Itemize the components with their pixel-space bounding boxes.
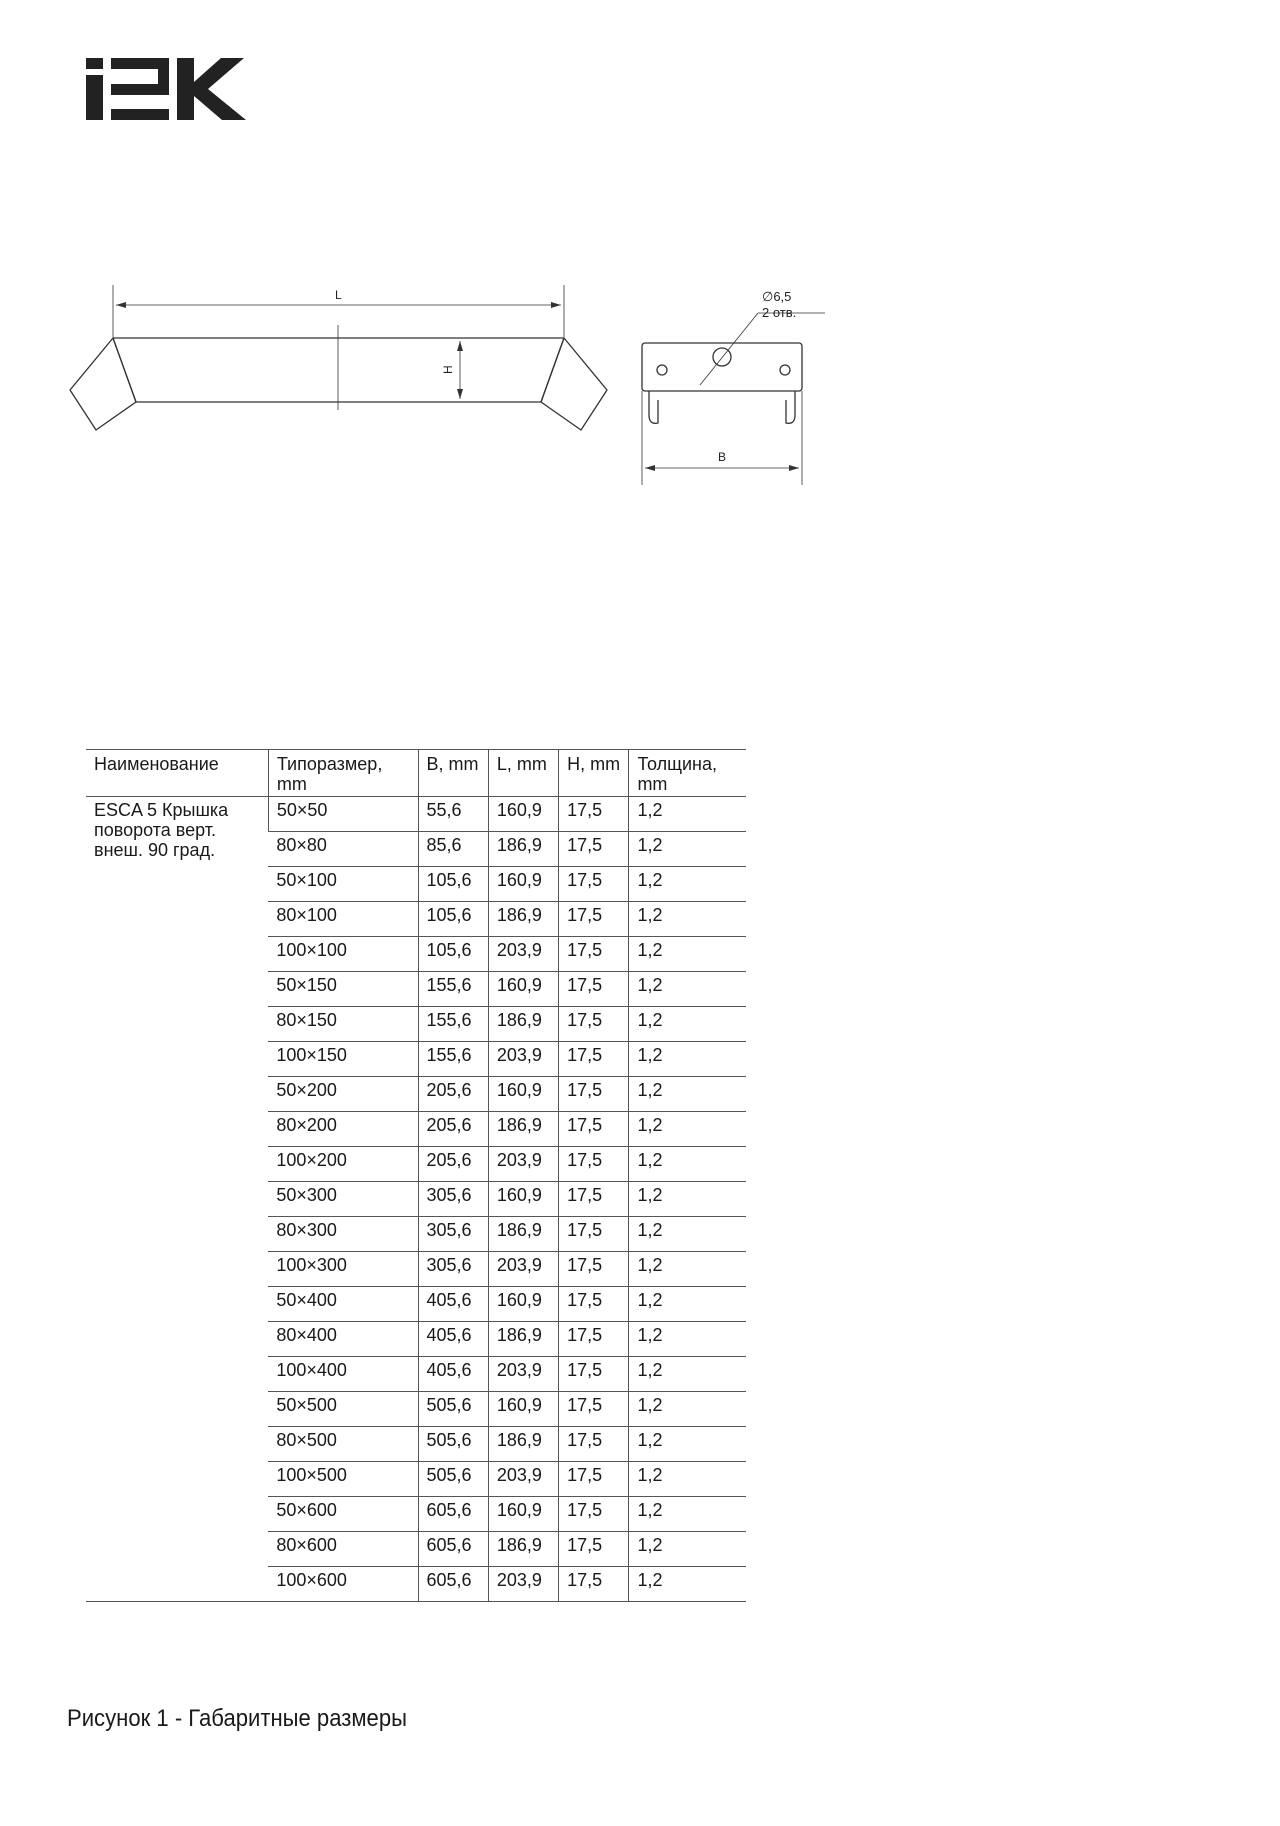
cell-size: 80×500 — [268, 1427, 418, 1462]
cell-b: 305,6 — [418, 1217, 488, 1252]
cell-thickness: 1,2 — [629, 1182, 746, 1217]
cell-l: 186,9 — [488, 1007, 558, 1042]
cell-size: 50×600 — [268, 1497, 418, 1532]
cell-thickness: 1,2 — [629, 902, 746, 937]
cell-b: 105,6 — [418, 867, 488, 902]
cell-h: 17,5 — [559, 1252, 629, 1287]
cell-h: 17,5 — [559, 937, 629, 972]
cell-size: 80×200 — [268, 1112, 418, 1147]
table-body — [86, 797, 746, 1602]
cell-size: 100×400 — [268, 1357, 418, 1392]
header-name: Наименование — [86, 750, 268, 797]
cell-l: 160,9 — [488, 1077, 558, 1112]
cell-b: 605,6 — [418, 1497, 488, 1532]
cell-size: 50×200 — [268, 1077, 418, 1112]
cell-size: 50×500 — [268, 1392, 418, 1427]
cell-l: 203,9 — [488, 1147, 558, 1182]
hole-diameter-label: ∅6,5 — [762, 289, 792, 304]
label-l: L — [335, 288, 342, 302]
table-row — [86, 797, 746, 832]
cell-l: 186,9 — [488, 1427, 558, 1462]
cell-b: 605,6 — [418, 1567, 488, 1602]
cell-b: 85,6 — [418, 832, 488, 867]
cell-h: 17,5 — [559, 902, 629, 937]
cell-l: 203,9 — [488, 1567, 558, 1602]
cell-l: 160,9 — [488, 867, 558, 902]
cell-thickness: 1,2 — [629, 1147, 746, 1182]
cell-thickness: 1,2 — [629, 867, 746, 902]
cell-thickness: 1,2 — [629, 1392, 746, 1427]
cell-b: 205,6 — [418, 1077, 488, 1112]
cell-h: 17,5 — [559, 1322, 629, 1357]
cell-b: 205,6 — [418, 1112, 488, 1147]
hole-count-label: 2 отв. — [762, 305, 797, 320]
cell-l: 186,9 — [488, 902, 558, 937]
cell-b: 105,6 — [418, 902, 488, 937]
header-b: B, mm — [418, 750, 488, 797]
label-h: H — [441, 365, 455, 374]
cell-h: 17,5 — [559, 1287, 629, 1322]
cell-thickness: 1,2 — [629, 1252, 746, 1287]
cell-l: 203,9 — [488, 1252, 558, 1287]
cell-b: 405,6 — [418, 1287, 488, 1322]
header-l: L, mm — [488, 750, 558, 797]
cell-b: 155,6 — [418, 1007, 488, 1042]
cell-l: 203,9 — [488, 937, 558, 972]
cell-h: 17,5 — [559, 1112, 629, 1147]
cell-size: 80×80 — [268, 832, 418, 867]
cell-b: 405,6 — [418, 1357, 488, 1392]
cell-thickness: 1,2 — [629, 1462, 746, 1497]
cell-size: 50×300 — [268, 1182, 418, 1217]
cell-size: 80×600 — [268, 1532, 418, 1567]
cell-h: 17,5 — [559, 1077, 629, 1112]
cell-size: 100×500 — [268, 1462, 418, 1497]
cell-thickness: 1,2 — [629, 1217, 746, 1252]
cell-l: 160,9 — [488, 797, 558, 832]
cell-size: 100×150 — [268, 1042, 418, 1077]
cell-size: 50×50 — [268, 797, 418, 832]
figure-caption: Рисунок 1 - Габаритные размеры — [67, 1705, 407, 1732]
cell-thickness: 1,2 — [629, 937, 746, 972]
cell-l: 186,9 — [488, 1322, 558, 1357]
cell-h: 17,5 — [559, 797, 629, 832]
cell-h: 17,5 — [559, 1147, 629, 1182]
cell-h: 17,5 — [559, 1497, 629, 1532]
cell-b: 405,6 — [418, 1322, 488, 1357]
cell-h: 17,5 — [559, 1532, 629, 1567]
cell-thickness: 1,2 — [629, 1532, 746, 1567]
cell-size: 50×100 — [268, 867, 418, 902]
cell-thickness: 1,2 — [629, 1427, 746, 1462]
cell-b: 305,6 — [418, 1252, 488, 1287]
cell-h: 17,5 — [559, 1042, 629, 1077]
cell-thickness: 1,2 — [629, 832, 746, 867]
cell-h: 17,5 — [559, 972, 629, 1007]
header-h: H, mm — [559, 750, 629, 797]
cell-b: 305,6 — [418, 1182, 488, 1217]
cell-size: 80×150 — [268, 1007, 418, 1042]
cell-size: 80×100 — [268, 902, 418, 937]
cell-b: 605,6 — [418, 1532, 488, 1567]
cell-thickness: 1,2 — [629, 1357, 746, 1392]
cell-h: 17,5 — [559, 1427, 629, 1462]
cell-h: 17,5 — [559, 1007, 629, 1042]
cell-l: 203,9 — [488, 1042, 558, 1077]
cell-l: 203,9 — [488, 1357, 558, 1392]
cell-thickness: 1,2 — [629, 972, 746, 1007]
cell-size: 80×300 — [268, 1217, 418, 1252]
cell-thickness: 1,2 — [629, 1077, 746, 1112]
cell-l: 186,9 — [488, 1112, 558, 1147]
cell-h: 17,5 — [559, 1567, 629, 1602]
cell-thickness: 1,2 — [629, 1287, 746, 1322]
dimension-drawing — [60, 275, 850, 505]
label-b: B — [718, 450, 727, 464]
cell-thickness: 1,2 — [629, 1497, 746, 1532]
cell-size: 100×100 — [268, 937, 418, 972]
product-name-cell: ESCA 5 Крышка поворота верт. внеш. 90 град. — [86, 797, 268, 1602]
cell-h: 17,5 — [559, 832, 629, 867]
cell-h: 17,5 — [559, 1182, 629, 1217]
cell-h: 17,5 — [559, 1392, 629, 1427]
cell-size: 80×400 — [268, 1322, 418, 1357]
cell-thickness: 1,2 — [629, 797, 746, 832]
cell-thickness: 1,2 — [629, 1112, 746, 1147]
spec-table — [86, 749, 746, 1602]
cell-b: 155,6 — [418, 972, 488, 1007]
cell-l: 186,9 — [488, 832, 558, 867]
cell-thickness: 1,2 — [629, 1007, 746, 1042]
cell-thickness: 1,2 — [629, 1322, 746, 1357]
cell-l: 160,9 — [488, 1392, 558, 1427]
cell-l: 160,9 — [488, 1497, 558, 1532]
cell-h: 17,5 — [559, 867, 629, 902]
table-header-row — [86, 750, 746, 797]
cell-h: 17,5 — [559, 1217, 629, 1252]
cell-size: 50×400 — [268, 1287, 418, 1322]
cell-b: 105,6 — [418, 937, 488, 972]
cell-b: 505,6 — [418, 1392, 488, 1427]
cell-size: 100×600 — [268, 1567, 418, 1602]
cell-thickness: 1,2 — [629, 1042, 746, 1077]
cell-b: 205,6 — [418, 1147, 488, 1182]
cell-size: 100×300 — [268, 1252, 418, 1287]
cell-h: 17,5 — [559, 1357, 629, 1392]
iek-logo — [86, 58, 246, 120]
cell-l: 160,9 — [488, 1287, 558, 1322]
cell-l: 186,9 — [488, 1532, 558, 1567]
cell-thickness: 1,2 — [629, 1567, 746, 1602]
cell-l: 186,9 — [488, 1217, 558, 1252]
cell-b: 505,6 — [418, 1427, 488, 1462]
cell-size: 100×200 — [268, 1147, 418, 1182]
cell-b: 55,6 — [418, 797, 488, 832]
cell-size: 50×150 — [268, 972, 418, 1007]
cell-b: 505,6 — [418, 1462, 488, 1497]
cell-l: 203,9 — [488, 1462, 558, 1497]
header-thickness: Толщина, mm — [629, 750, 746, 797]
cell-l: 160,9 — [488, 972, 558, 1007]
cell-l: 160,9 — [488, 1182, 558, 1217]
cell-b: 155,6 — [418, 1042, 488, 1077]
header-size: Типоразмер, mm — [268, 750, 418, 797]
cell-h: 17,5 — [559, 1462, 629, 1497]
